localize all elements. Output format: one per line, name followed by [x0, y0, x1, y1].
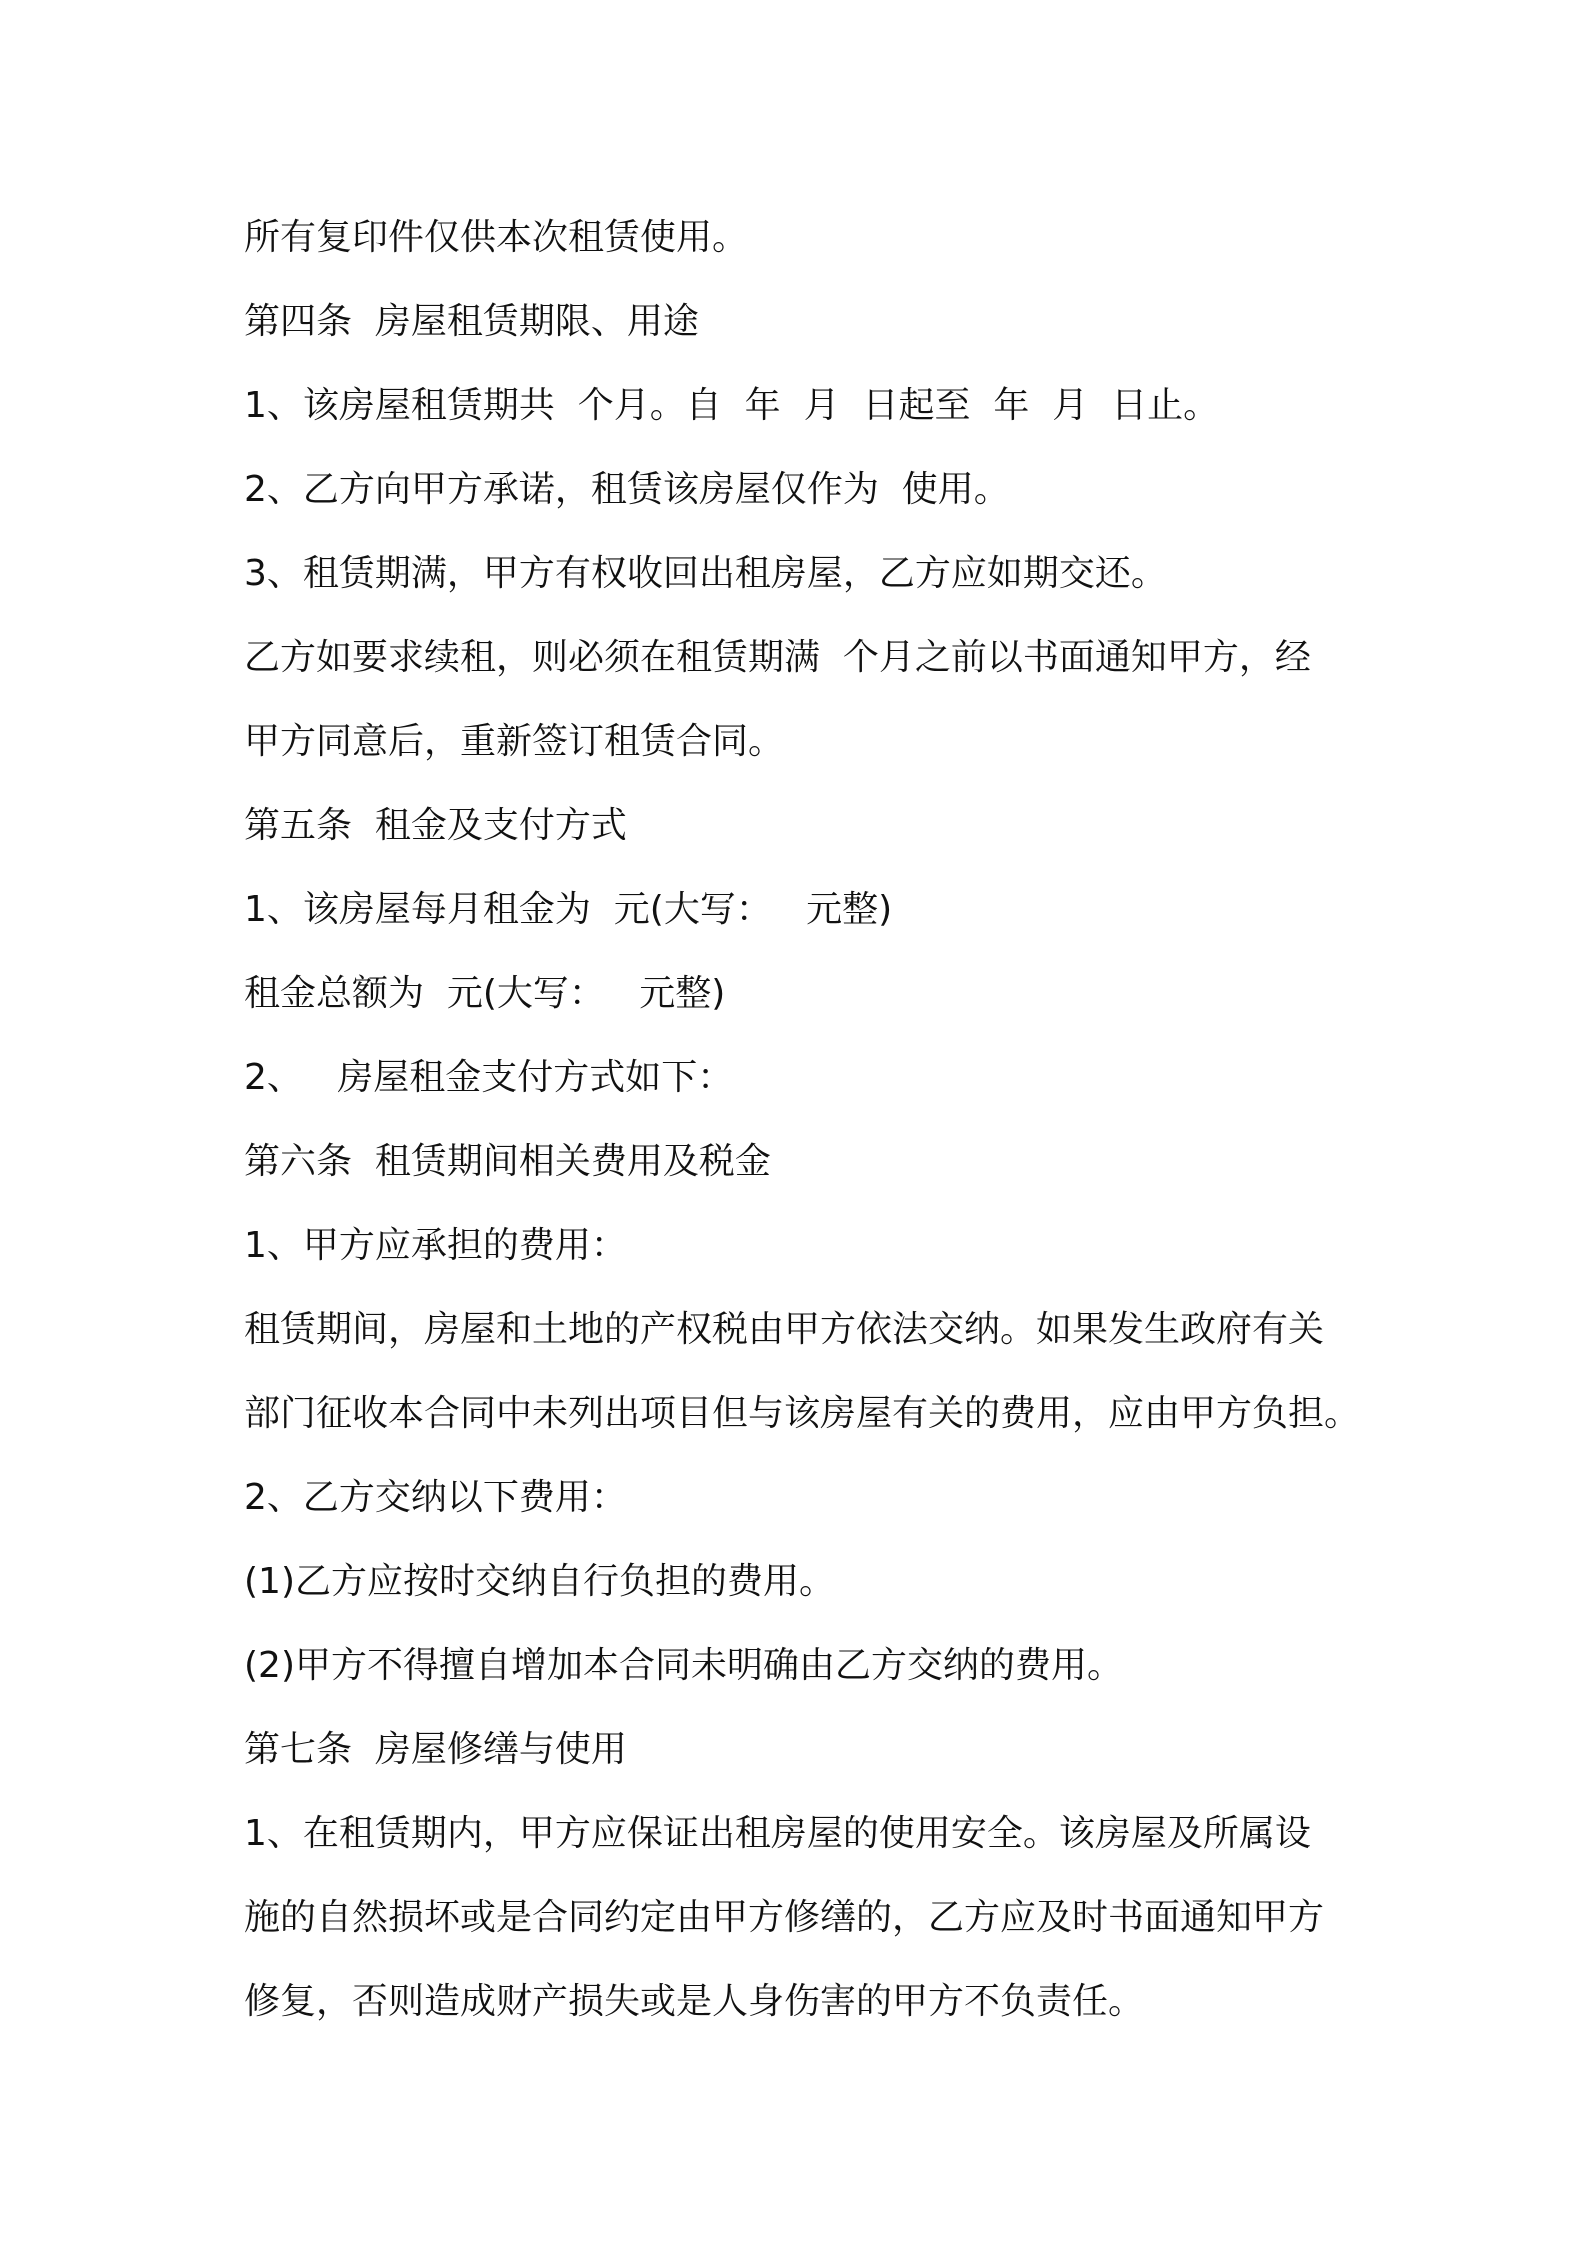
- article-7-clause-1-line-2: 施的自然损坏或是合同约定由甲方修缮的，乙方应及时书面通知甲方: [244, 1897, 1325, 1938]
- party-b-fee-item-2: (2)甲方不得擅自增加本合同未明确由乙方交纳的费用。: [244, 1645, 1123, 1686]
- article-5-clause-1: 1、该房屋每月租金为 元(大写： 元整): [244, 889, 893, 930]
- article-4-clause-1: 1、该房屋租赁期共 个月。自 年 月 日起至 年 月 日止。: [244, 385, 1220, 426]
- article-4-clause-3: 3、租赁期满，甲方有权收回出租房屋，乙方应如期交还。: [244, 553, 1167, 594]
- article-4-heading: 第四条 房屋租赁期限、用途: [244, 301, 699, 342]
- article-6-clause-2: 2、乙方交纳以下费用：: [244, 1477, 627, 1518]
- renewal-text-line-2: 甲方同意后，重新签订租赁合同。: [244, 721, 785, 762]
- paragraph-copy-usage: 所有复印件仅供本次租赁使用。: [244, 217, 749, 258]
- article-5-heading: 第五条 租金及支付方式: [244, 805, 627, 846]
- article-7-clause-1-line-3: 修复，否则造成财产损失或是人身伤害的甲方不负责任。: [244, 1981, 1145, 2022]
- document-body: [244, 196, 1444, 2044]
- article-7-clause-1-line-1: 1、在租赁期内，甲方应保证出租房屋的使用安全。该房屋及所属设: [244, 1813, 1311, 1854]
- total-rent-line: 租金总额为 元(大写： 元整): [244, 973, 726, 1014]
- party-a-fees-line-2: 部门征收本合同中未列出项目但与该房屋有关的费用，应由甲方负担。: [244, 1393, 1361, 1434]
- article-4-clause-2: 2、乙方向甲方承诺，租赁该房屋仅作为 使用。: [244, 469, 1010, 510]
- party-a-fees-line-1: 租赁期间，房屋和土地的产权税由甲方依法交纳。如果发生政府有关: [244, 1309, 1325, 1350]
- article-6-heading: 第六条 租赁期间相关费用及税金: [244, 1141, 771, 1182]
- article-5-clause-2: 2、 房屋租金支付方式如下：: [244, 1057, 734, 1098]
- party-b-fee-item-1: (1)乙方应按时交纳自行负担的费用。: [244, 1561, 835, 1602]
- article-6-clause-1: 1、甲方应承担的费用：: [244, 1225, 627, 1266]
- article-7-heading: 第七条 房屋修缮与使用: [244, 1729, 627, 1770]
- renewal-text-line-1: 乙方如要求续租，则必须在租赁期满 个月之前以书面通知甲方，经: [244, 637, 1311, 678]
